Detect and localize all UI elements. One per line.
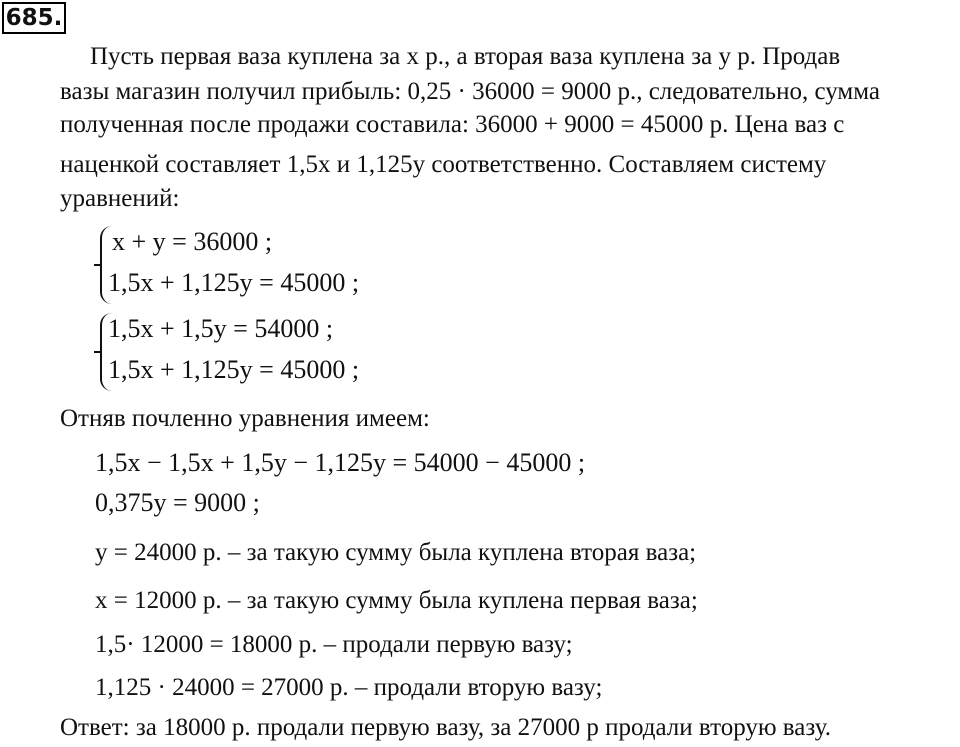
system-2-eq-2: 1,5x + 1,125y = 45000 ; (108, 355, 360, 384)
system-1-eq-1: x + y = 36000 ; (112, 227, 273, 256)
task-number: 685. (2, 2, 66, 34)
intro-line-5: уравнений: (60, 185, 180, 212)
system-2-eq-1: 1,5x + 1,5y = 54000 ; (108, 314, 334, 343)
answer-line: Ответ: за 18000 р. продали первую вазу, за 27000 р продали вторую вазу. (60, 714, 831, 741)
intro-line-3: полученная после продажи составила: 36000 + 9000 = 45000 р. Цена ваз с (60, 111, 845, 138)
system-1-eq-2: 1,5x + 1,125y = 45000 ; (108, 268, 360, 297)
subtract-intro: Отняв почленно уравнения имеем: (60, 405, 430, 432)
intro-line-4: наценкой составляет 1,5x и 1,125y соответственно. Составляем систему (60, 151, 827, 178)
step-4: x = 12000 р. – за такую сумму была куплена первая ваза; (95, 587, 698, 614)
step-2: 0,375y = 9000 ; (95, 488, 260, 517)
step-5: 1,5· 12000 = 18000 р. – продали первую вазу; (95, 631, 573, 658)
step-6: 1,125 · 24000 = 27000 р. – продали вторую вазу; (95, 674, 603, 701)
intro-line-1: Пусть первая ваза куплена за x р., а вторая ваза куплена за y р. Продав (90, 43, 841, 70)
step-3: y = 24000 р. – за такую сумму была куплена вторая ваза; (95, 539, 697, 566)
step-1: 1,5x − 1,5x + 1,5y − 1,125y = 54000 − 45000 ; (95, 448, 586, 477)
intro-line-2: вазы магазин получил прибыль: 0,25 · 36000 = 9000 р., следовательно, сумма (60, 78, 880, 105)
